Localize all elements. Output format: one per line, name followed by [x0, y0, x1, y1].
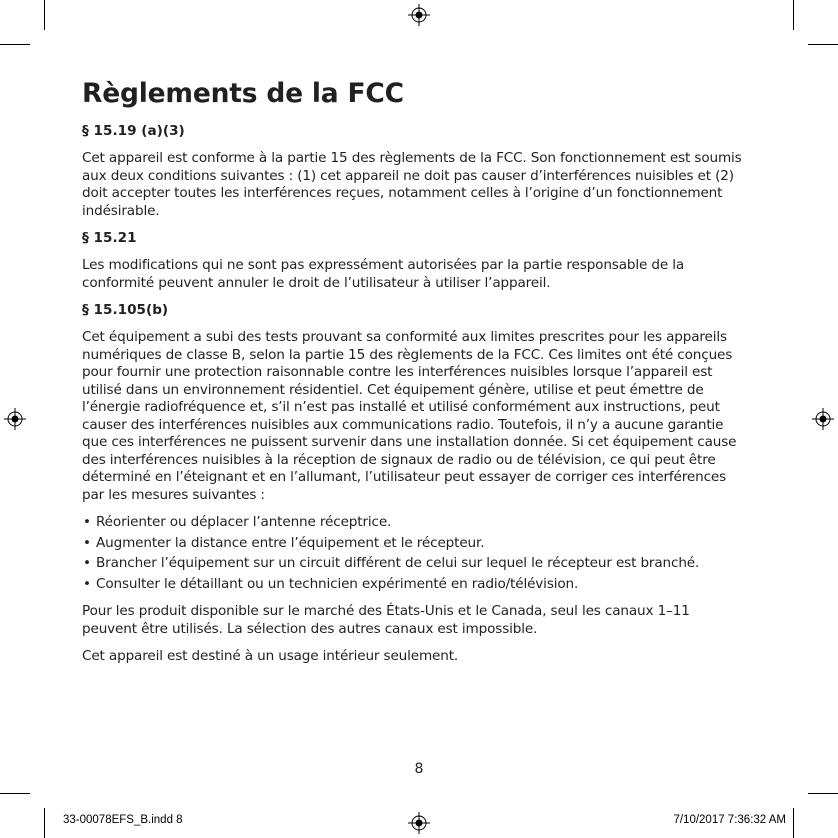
list-item-text: Augmenter la distance entre l’équipement et le récepteur. — [96, 534, 485, 551]
slug-file-name: 33-00078EFS_B.indd 8 — [63, 814, 183, 826]
section-paragraph-15-19: Cet appareil est conforme à la partie 15 des règlements de la FCC. Son fonctionnement est soumis aux deux conditions suivantes : (1) cet appareil ne doit pas causer d’interférences nuisibles et (2) doit accepter toutes les interférences reçues, notamment celles à l’origine d’un fonctionnement indésirable. — [82, 150, 742, 219]
crop-mark-top-left-vertical — [44, 0, 45, 30]
crop-mark-bottom-left-horizontal — [0, 793, 30, 794]
crop-mark-top-right-horizontal — [808, 44, 838, 45]
crop-mark-top-right-vertical — [793, 0, 794, 30]
crop-mark-bottom-right-vertical — [793, 808, 794, 838]
list-item — [82, 576, 742, 594]
bullet-icon: • — [83, 575, 91, 592]
section-heading-15-19: § 15.19 (a)(3) — [82, 123, 185, 139]
crop-mark-bottom-left-vertical — [44, 808, 45, 838]
list-item-text: Réorienter ou déplacer l’antenne réceptrice. — [96, 514, 392, 530]
section-paragraph-15-21: Les modifications qui ne sont pas expressément autorisées par la partie responsable de la conformité peuvent annuler le droit de l’utilisateur à utiliser l’appareil. — [82, 257, 685, 291]
measures-list — [82, 514, 742, 593]
list-item — [82, 555, 742, 573]
list-item — [82, 535, 742, 553]
list-item-text: Brancher l’équipement sur un circuit différent de celui sur lequel le récepteur est branché. — [96, 555, 700, 571]
bullet-icon: • — [83, 514, 91, 530]
crop-mark-top-left-horizontal — [0, 44, 30, 45]
closing-paragraph-channels: Pour les produit disponible sur le marché des États-Unis et le Canada, seul les canaux 1–11 peuvent être utilisés. La sélection des autres canaux est impossible. — [82, 603, 690, 637]
page-number: 8 — [414, 761, 424, 777]
crop-mark-bottom-right-horizontal — [808, 793, 838, 794]
list-item — [82, 514, 742, 532]
slug-datetime: 7/10/2017 7:36:32 AM — [673, 814, 786, 826]
page-content — [82, 76, 742, 676]
list-item-text: Consulter le détaillant ou un technicien expérimenté en radio/télévision. — [96, 575, 579, 592]
closing-paragraph-indoor: Cet appareil est destiné à un usage intérieur seulement. — [82, 648, 459, 664]
section-heading-15-105b: § 15.105(b) — [82, 302, 169, 318]
registration-mark-left-icon — [4, 408, 26, 430]
registration-mark-top-icon — [408, 4, 430, 26]
registration-mark-bottom-icon — [408, 812, 430, 834]
bullet-icon: • — [83, 555, 91, 571]
section-paragraph-15-105b: Cet équipement a subi des tests prouvant sa conformité aux limites prescrites pour les appareils numériques de classe B, selon la partie 15 des règlements de la FCC. Ces limites ont été conçues pour fournir une protection raisonnable contre les interférences nuisibles lorsque l’appareil est utilisé dans un environnement résidentiel. Cet équipement génère, utilise et peut émettre de l’énergie radiofréquence et, s’il n’est pas installé et utilisé conformément aux instructions, peut causer des interférences nuisibles aux communications radio. Toutefois, il n’y a aucune garantie que ces interférences ne puissent survenir dans une installation donnée. Si cet équipement cause des interférences nuisibles à la réception de signaux de radio ou de télévision, ce qui peut être déterminé en l’éteignant et en l’allumant, l’utilisateur peut essayer de corriger ces interférences par les mesures suivantes : — [82, 329, 737, 503]
page-title: Règlements de la FCC — [82, 78, 404, 109]
bullet-icon: • — [83, 534, 91, 551]
registration-mark-right-icon — [812, 408, 834, 430]
section-heading-15-21: § 15.21 — [82, 230, 137, 246]
